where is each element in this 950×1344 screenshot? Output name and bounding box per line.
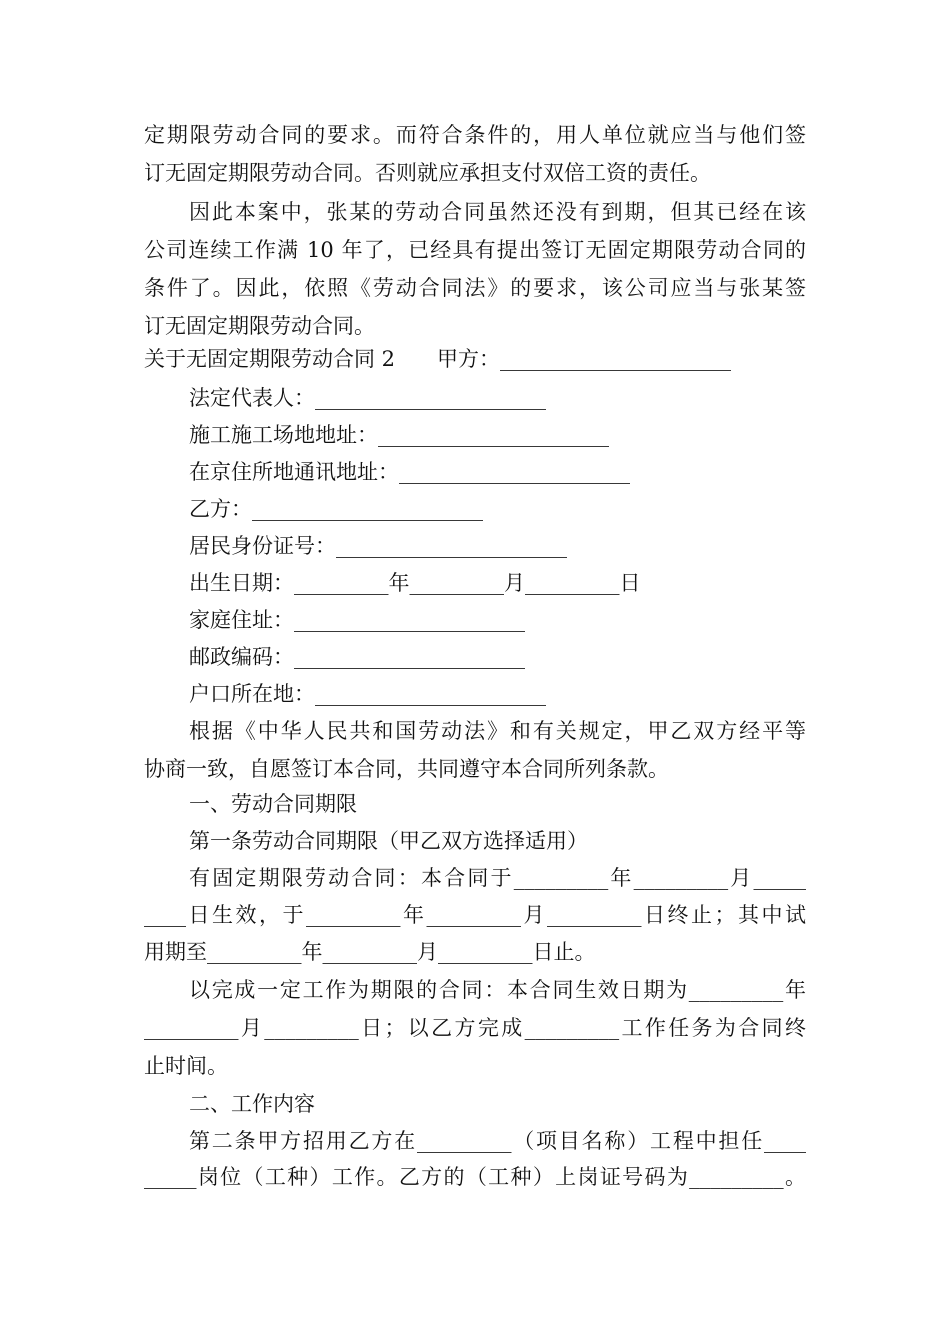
body-line: 止时间。 [144, 1054, 228, 1078]
body-line: _________月_________日；以乙方完成_________工作任务为合同终 [144, 1016, 806, 1040]
form-field-line: 邮政编码：______________________ [189, 645, 525, 669]
body-line: 订无固定期限劳动合同。 [144, 314, 375, 338]
form-field-line: 施工施工场地地址：______________________ [189, 423, 609, 447]
body-line: 条件了。因此，依照《劳动合同法》的要求，该公司应当与张某签 [144, 276, 806, 300]
body-line: 根据《中华人民共和国劳动法》和有关规定，甲乙双方经平等 [189, 719, 806, 743]
form-field-line: 户口所在地：______________________ [189, 682, 546, 706]
body-line: ____日生效，于_________年_________月_________日终止；其中试 [144, 903, 806, 927]
body-line: 公司连续工作满 10 年了，已经具有提出签订无固定期限劳动合同的 [144, 238, 806, 262]
body-line: 用期至_________年_________月_________日止。 [144, 940, 596, 964]
section-heading: 关于无固定期限劳动合同 2 甲方：______________________ [144, 347, 732, 371]
body-line: 协商一致，自愿签订本合同，共同遵守本合同所列条款。 [144, 757, 669, 781]
body-line: 第二条甲方招用乙方在_________（项目名称）工程中担任____ [189, 1129, 806, 1153]
body-line: _____岗位（工种）工作。乙方的（工种）上岗证号码为_________。 [144, 1165, 806, 1189]
body-line: 订无固定期限劳动合同。否则就应承担支付双倍工资的责任。 [144, 161, 711, 185]
section-heading: 一、劳动合同期限 [189, 792, 357, 816]
body-line: 有固定期限劳动合同：本合同于_________年_________月_____ [189, 866, 806, 890]
body-line: 因此本案中，张某的劳动合同虽然还没有到期，但其已经在该 [189, 200, 806, 224]
form-field-line: 家庭住址：______________________ [189, 608, 525, 632]
clause-heading: 第一条劳动合同期限（甲乙双方选择适用） [189, 829, 588, 853]
body-line: 定期限劳动合同的要求。而符合条件的，用人单位就应当与他们签 [144, 123, 806, 147]
form-field-line: 乙方：______________________ [189, 497, 483, 521]
form-field-line: 在京住所地通讯地址：______________________ [189, 460, 630, 484]
form-field-line: 法定代表人：______________________ [189, 386, 546, 410]
form-field-line: 出生日期：_________年_________月_________日 [189, 571, 641, 595]
section-heading: 二、工作内容 [189, 1092, 315, 1116]
body-line: 以完成一定工作为期限的合同：本合同生效日期为_________年 [189, 978, 806, 1002]
form-field-line: 居民身份证号：______________________ [189, 534, 567, 558]
